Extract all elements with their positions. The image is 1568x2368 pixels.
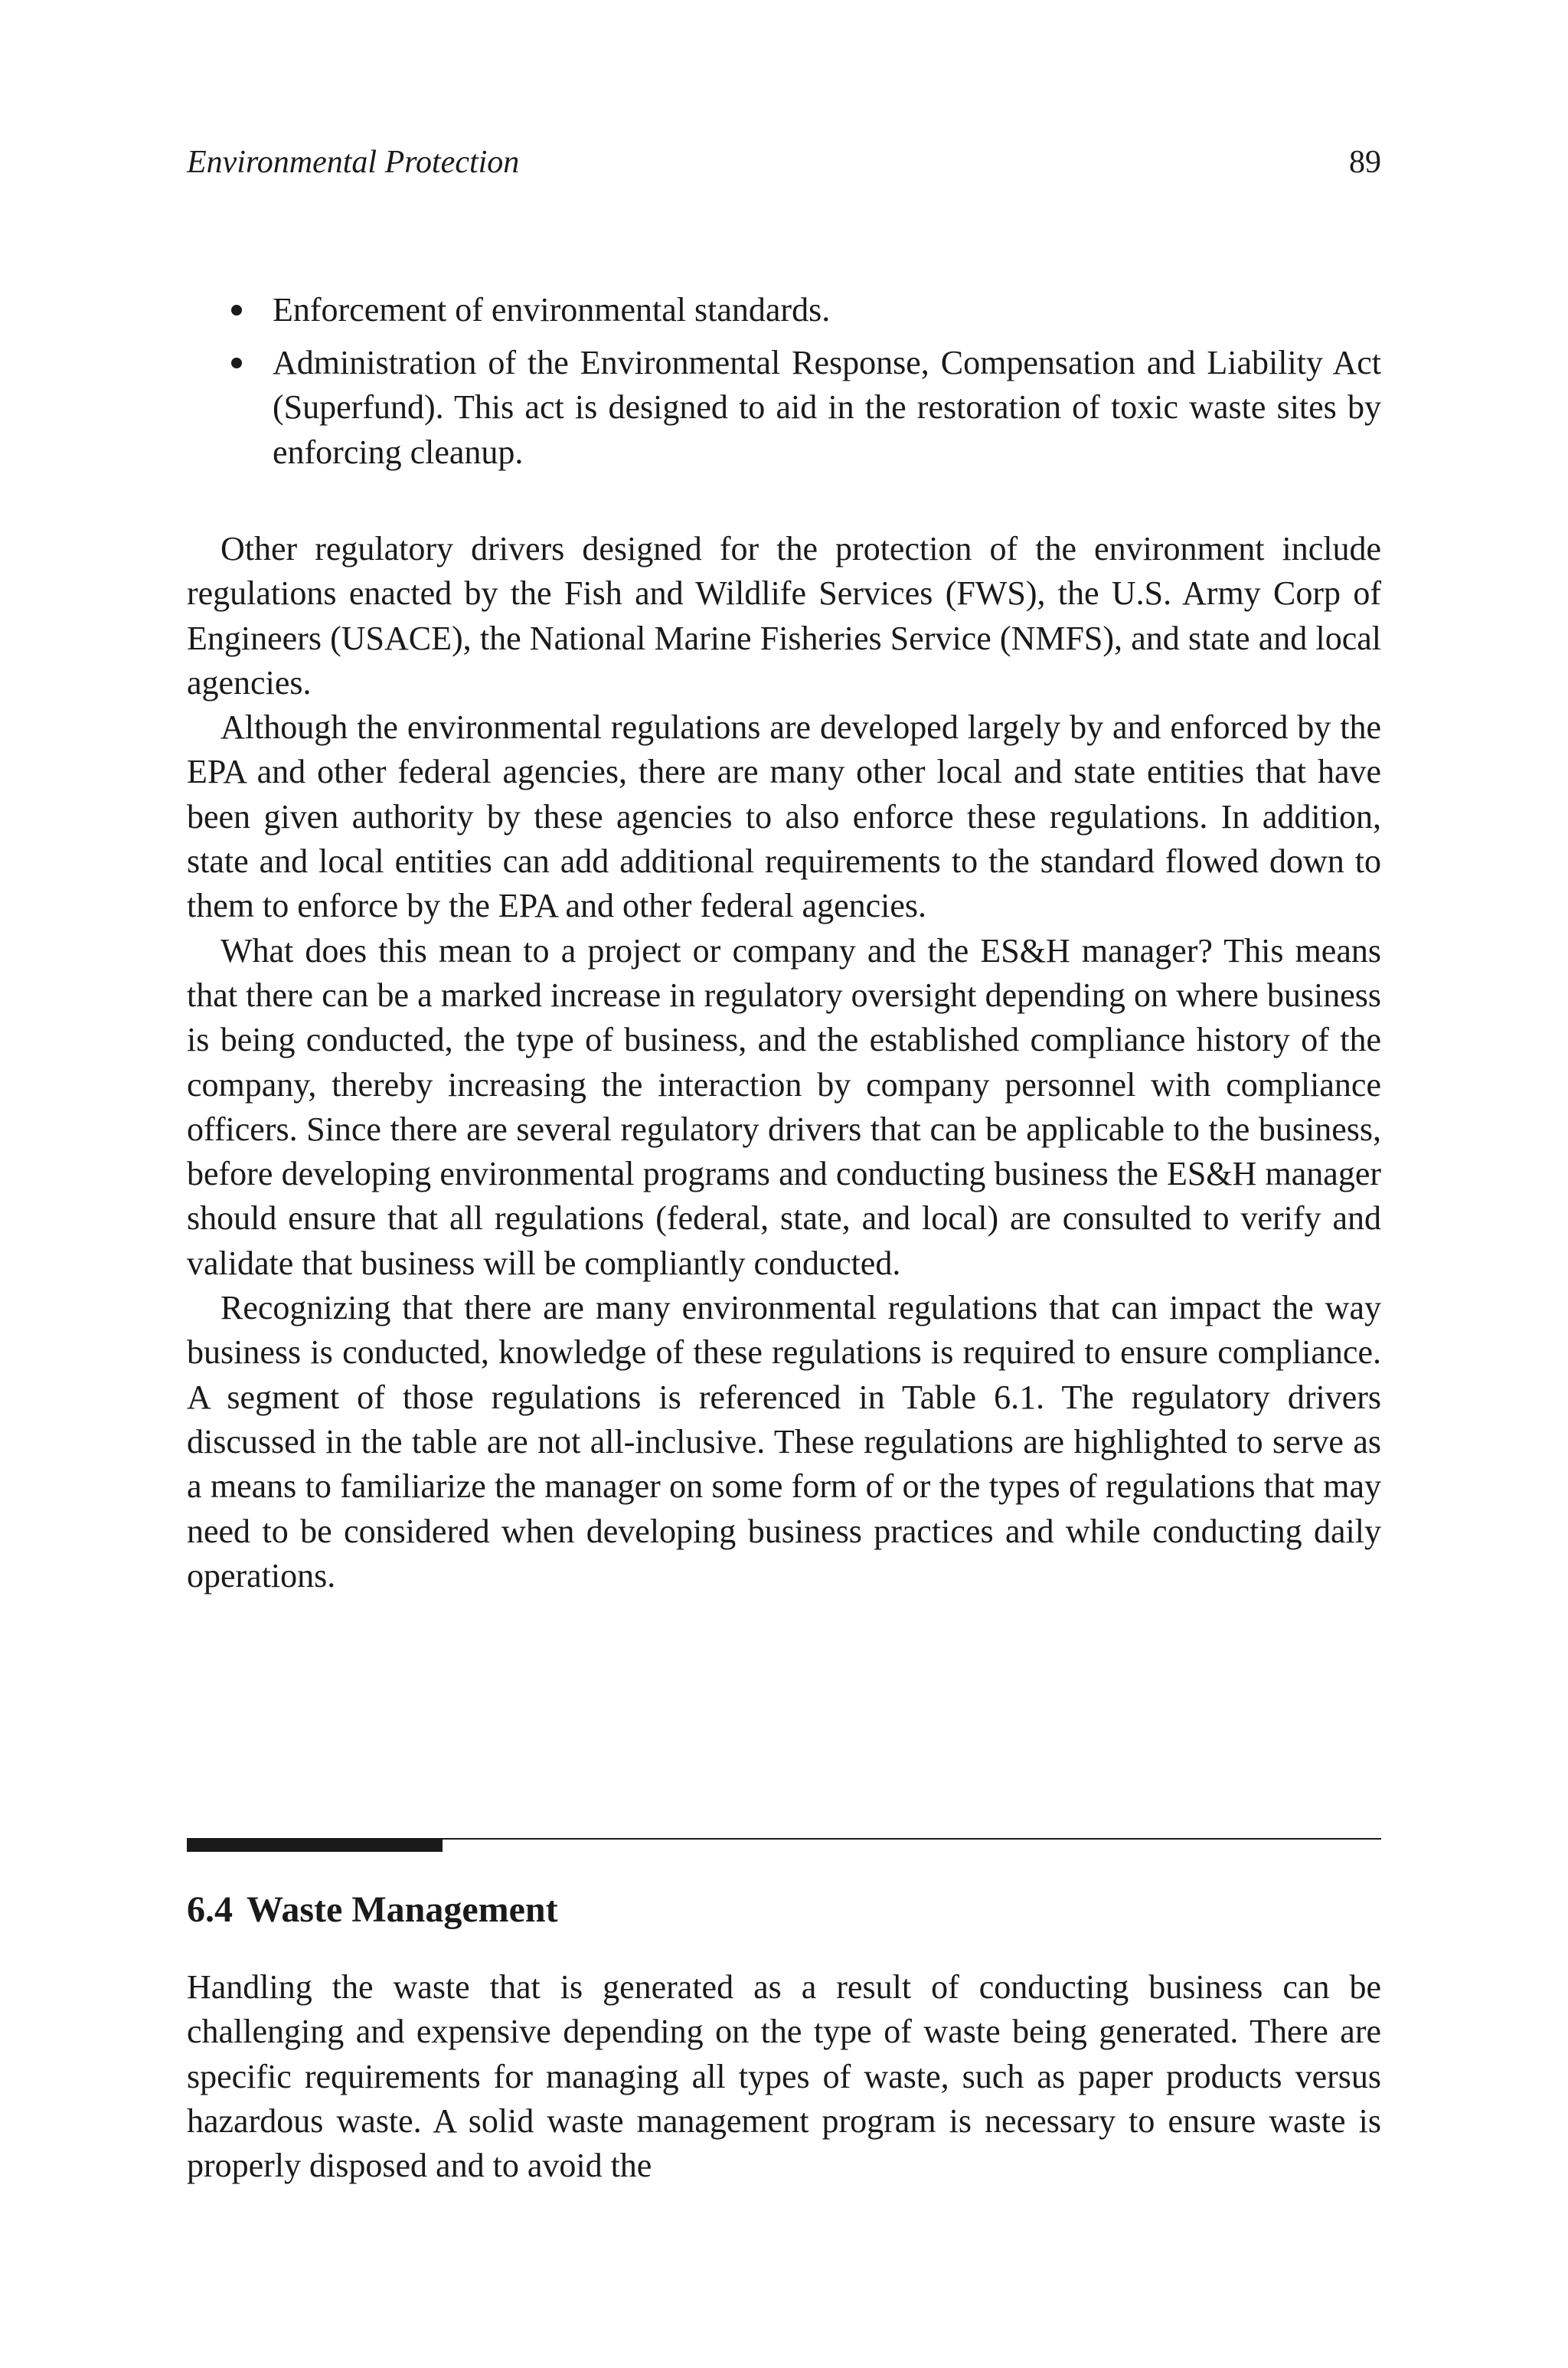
- paragraph: Although the environmental regulations are developed largely by and enforced by the EPA and other federal agencies, there are many other local and state entities that have been given authority by these agencies to also enforce these regulations. In addition, state and local entities can add additional requirements to the standard flowed down to them to enforce by the EPA and other federal agencies.: [187, 708, 1381, 925]
- bullet-icon: [231, 305, 242, 316]
- list-item: [187, 341, 1381, 476]
- paragraph: Recognizing that there are many environmental regulations that can impact the way business is conducted, knowledge of these regulations is required to ensure compliance. A segment of those regulations is referenced in Table 6.1. The regulatory drivers discussed in the table are not all-inclusive. These regulations are highlighted to serve as a means to familiarize the manager on some form of or the types of regulations that may need to be considered when developing business practices and while conducting daily operations.: [187, 1289, 1381, 1594]
- paragraph: Other regulatory drivers designed for the protection of the environment include regulations enacted by the Fish and Wildlife Services (FWS), the U.S. Army Corp of Engineers (USACE), the National Marine Fisheries Service (NMFS), and state and local agencies.: [187, 530, 1381, 702]
- book-page: [187, 0, 1381, 2368]
- section-divider: [187, 1837, 1381, 1852]
- section-body: [187, 1965, 1381, 2188]
- running-head: [187, 144, 1381, 190]
- body-text: [187, 527, 1381, 1598]
- section-divider-line: [443, 1838, 1381, 1840]
- bullet-list: [187, 288, 1381, 482]
- section-title: Waste Management: [247, 1889, 558, 1930]
- section-divider-bar: [187, 1838, 443, 1852]
- section-heading: [187, 1889, 558, 1931]
- paragraph: Handling the waste that is generated as a result of conducting business can be challenging and expensive depending on the type of waste being generated. There are specific requirements for managing all types of waste, such as paper products versus hazardous waste. A solid waste management program is necessary to ensure waste is properly disposed and to avoid the: [187, 1968, 1381, 2185]
- bullet-text: Administration of the Environmental Response, Compensation and Liability Act (Superfund). This act is designed to aid in the restoration of toxic waste sites by enforcing cleanup.: [273, 343, 1381, 471]
- bullet-text: Enforcement of environmental standards.: [273, 291, 831, 329]
- page-number: 89: [1349, 145, 1381, 180]
- list-item: [187, 288, 1381, 333]
- bullet-icon: [231, 358, 242, 368]
- running-title: Environmental Protection: [187, 145, 520, 180]
- paragraph: What does this mean to a project or company and the ES&H manager? This means that there can be a marked increase in regulatory oversight depending on where business is being conducted, the type of business, and the established compliance history of the company, thereby increasing the interaction by company personnel with compliance officers. Since there are several regulatory drivers that can be applicable to the business, before developing environmental programs and conducting business the ES&H manager should ensure that all regulations (federal, state, and local) are consulted to verify and validate that business will be compliantly conducted.: [187, 931, 1381, 1282]
- section-number: 6.4: [187, 1889, 233, 1930]
